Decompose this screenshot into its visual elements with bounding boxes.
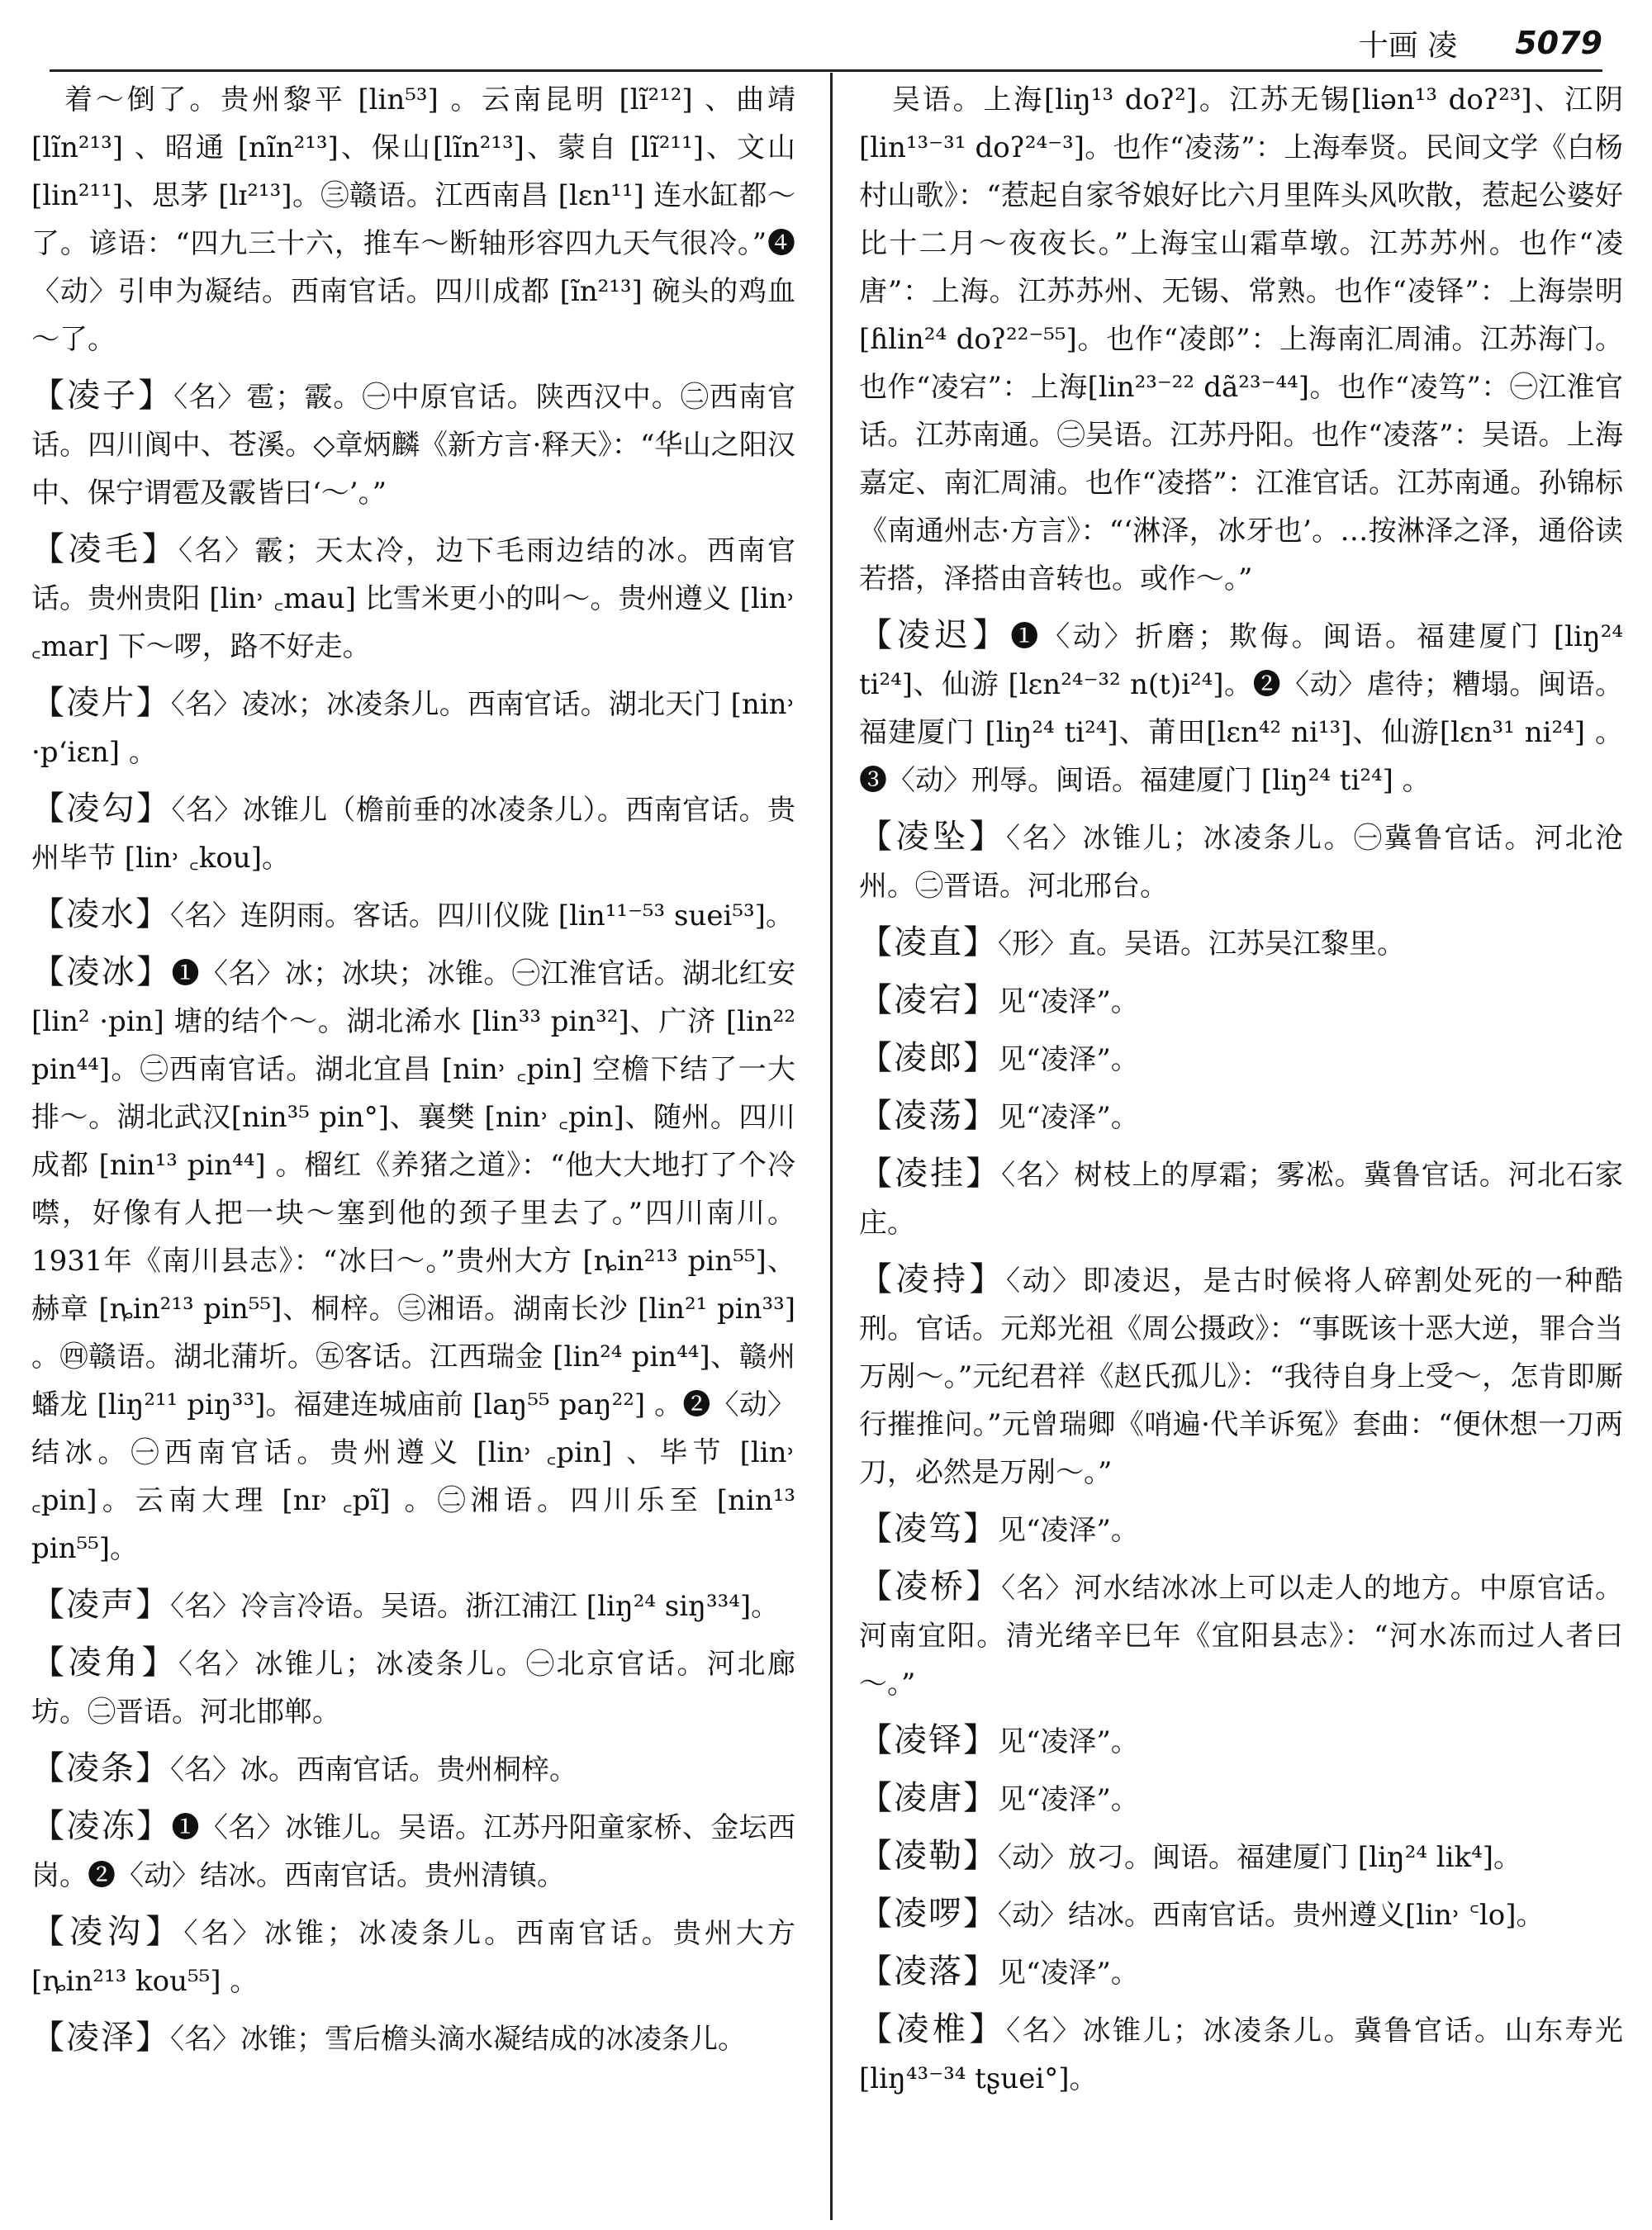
dictionary-entry [859,1150,1623,1247]
entry-headword: 【凌冰】 [31,953,172,991]
entry-headword: 【凌迟】 [859,616,1011,654]
dictionary-entry [859,1774,1623,1824]
entry-definition: 〈名〉冰锥儿；冰凌条儿。冀鲁官话。山东寿光 [liŋ⁴³⁻³⁴ tʂuei°]。 [859,2014,1623,2095]
entry-definition: ❶〈名〉冰锥儿。吴语。江苏丹阳童家桥、金坛西岗。❷〈动〉结冰。西南官话。贵州清镇。 [31,1811,795,1892]
entry-definition: 〈名〉雹；霰。㊀中原官话。陕西汉中。㊁西南官话。四川阆中、苍溪。◇章炳麟《新方言·释天》：“华山之阳汉中、保宁谓雹及霰皆曰‘～’。” [31,381,795,510]
entry-definition: 〈名〉树枝上的厚霜；雾凇。冀鲁官话。河北石家庄。 [859,1159,1623,1240]
entry-headword: 【凌持】 [859,1260,1006,1298]
entry-definition: 〈动〉即凌迟，是古时候将人碎割处死的一种酷刑。官话。元郑光祖《周公摄政》：“事既该十恶大逆，罪合当万剐～。”元纪君祥《赵氏孤儿》：“我待自身上受～，怎肯即厮行摧推问。”元曾瑞卿《哨遍·代羊诉冤》套曲：“便休想一刀两刀，必然是万剐～。” [859,1264,1623,1489]
left-column [31,76,795,2215]
dictionary-entry [31,1908,795,2005]
section-title: 十画 凌 [1358,28,1458,63]
dictionary-entry [859,976,1623,1026]
dictionary-entry [859,1092,1623,1141]
entry-headword: 【凌勒】 [859,1837,998,1875]
entry-definition: 〈形〉直。吴语。江苏吴江黎里。 [998,928,1405,961]
entry-headword: 【凌唐】 [859,1779,998,1817]
entry-headword: 【凌笃】 [859,1510,998,1548]
entry-definition: 〈名〉冰。西南官话。贵州桐梓。 [170,1753,577,1786]
dictionary-entry [31,679,795,776]
entry-list [859,611,1623,2103]
running-header [50,18,1602,68]
dictionary-entry [859,1948,1623,1997]
dictionary-entry [859,1255,1623,1497]
entry-headword: 【凌片】 [31,684,171,722]
entry-headword: 【凌落】 [859,1952,998,1990]
entry-headword: 【凌啰】 [859,1895,998,1933]
entry-headword: 【凌水】 [31,895,170,933]
dictionary-entry [859,1832,1623,1881]
entry-headword: 【凌声】 [31,1586,170,1624]
entry-list [31,372,795,2063]
column-divider [830,73,833,2220]
dictionary-entry [31,948,795,1573]
entry-headword: 【凌子】 [31,377,174,415]
entry-definition: 〈动〉放刁。闽语。福建厦门 [liŋ²⁴ lik⁴]。 [998,1841,1522,1874]
entry-headword: 【凌铎】 [859,1721,998,1759]
dictionary-entry [859,1716,1623,1766]
entry-definition: 〈名〉冰锥；冰凌条儿。西南官话。贵州大方 [ȵin²¹³ kou⁵⁵] 。 [31,1917,795,1998]
continuation-text: 吴语。上海[liŋ¹³ doʔ²]。江苏无锡[liən¹³ doʔ²³]、江阴[lin¹³⁻³¹ doʔ²⁴⁻³]。也作“凌荡”：上海奉贤。民间文学《白杨村山歌》：“惹起自家爷娘好比六月里阵头风吹散，惹起公婆好比十二月～夜夜长。”上海宝山霜草墩。江苏苏州。也作“凌唐”：上海。江苏苏州、无锡、常熟。也作“凌铎”：上海崇明 [ɦlin²⁴ doʔ²²⁻⁵⁵]。也作“凌郎”：上海南汇周浦。江苏海门。也作“凌宕”：上海[lin²³⁻²² dã²³⁻⁴⁴]。也作“凌笃”：㊀江淮官话。江苏南通。㊁吴语。江苏丹阳。也作“凌落”：吴语。上海嘉定、南汇周浦。也作“凌搭”：江淮官话。江苏南通。孙锦标《南通州志·方言》：“‘淋泽，冰牙也’。…按淋泽之泽，通俗读若搭，泽搭由音转也。或作～。” [859,83,1623,595]
dictionary-entry [859,1505,1623,1554]
dictionary-entry [31,2014,795,2063]
entry-definition: 〈名〉冰锥儿；冰凌条儿。㊀北京官话。河北廊坊。㊁晋语。河北邯郸。 [31,1648,795,1729]
entry-definition: 见“凌泽”。 [998,1043,1139,1076]
dictionary-entry [31,1581,795,1630]
entry-headword: 【凌宕】 [859,981,998,1019]
entry-headword: 【凌郎】 [859,1039,998,1077]
entry-definition: 〈名〉冷言冷语。吴语。浙江浦江 [liŋ²⁴ siŋ³³⁴]。 [170,1590,780,1623]
dictionary-entry [31,1639,795,1736]
dictionary-entry [859,611,1623,804]
entry-definition: 见“凌泽”。 [998,985,1139,1018]
entry-headword: 【凌角】 [31,1644,178,1682]
entry-headword: 【凌挂】 [859,1155,1002,1193]
dictionary-entry [31,525,795,671]
dictionary-entry [859,813,1623,910]
dictionary-entry [31,372,795,517]
dictionary-entry [31,890,795,940]
entry-definition: 〈名〉冰锥儿（檐前垂的冰凌条儿）。西南官话。贵州毕节 [lin˒ ꜀kou]。 [31,794,795,875]
entry-definition: 〈名〉霰；天太冷，边下毛雨边结的冰。西南官话。贵州贵阳 [lin˒ ꜀mau] 比雪米更小的叫～。贵州遵义 [lin˒ ꜀mar] 下～啰，路不好走。 [31,534,795,663]
entry-definition: 见“凌泽”。 [998,1101,1139,1134]
entry-headword: 【凌椎】 [859,2010,1006,2048]
entry-definition: 见“凌泽”。 [998,1957,1139,1990]
dictionary-entry [859,1034,1623,1084]
dictionary-entry [859,2005,1623,2103]
dictionary-entry [859,1890,1623,1939]
dictionary-entry [31,1802,795,1900]
entry-headword: 【凌泽】 [31,2019,170,2057]
dictionary-entry [31,1744,795,1794]
page-number: 5079 [1515,25,1602,61]
right-column [859,76,1623,2215]
header-rule [50,69,1602,72]
entry-headword: 【凌条】 [31,1749,170,1787]
entry-headword: 【凌勾】 [31,790,172,828]
entry-definition: 见“凌泽”。 [998,1783,1139,1816]
entry-definition: 见“凌泽”。 [998,1514,1139,1547]
entry-definition: ❶〈名〉冰；冰块；冰锥。㊀江淮官话。湖北红安 [lin² ·pin] 塘的结个～。湖北浠水 [lin³³ pin³²]、广济 [lin²² pin⁴⁴]。㊁西南官话。湖北宜昌 [nin˒ ꜀pin] 空檐下结了一大排～。湖北武汉[nin³⁵ pin°]、襄樊 [nin˒ ꜀pin]、随州。四川成都 [nin¹³ pin⁴⁴] 。榴红《养猪之道》：“他大大地打了个冷噤，好像有人把一块～塞到他的颈子里去了。”四川南川。1931年《南川县志》：“冰曰～。”贵州大方 [ȵin²¹³ pin⁵⁵]、赫章 [ȵin²¹³ pin⁵⁵]、桐梓。㊂湘语。湖南长沙 [lin²¹ pin³³] 。㊃赣语。湖北蒲圻。㊄客话。江西瑞金 [lin²⁴ pin⁴⁴]、赣州蟠龙 [liŋ²¹¹ piŋ³³]。福建连城庙前 [laŋ⁵⁵ paŋ²²] 。❷〈动〉结冰。㊀西南官话。贵州遵义 [lin˒ ꜀pin] 、毕节 [lin˒ ꜀pin]。云南大理 [nɪ˒ ꜀pĩ] 。㊁湘语。四川乐至 [nin¹³ pin⁵⁵]。 [31,957,795,1565]
entry-headword: 【凌沟】 [31,1913,184,1951]
entry-definition: 〈名〉冰锥；雪后檐头滴水凝结成的冰凌条儿。 [170,2023,746,2056]
dictionary-entry [859,1563,1623,1708]
entry-definition: ❶〈动〉折磨；欺侮。闽语。福建厦门 [liŋ²⁴ ti²⁴]、仙游 [lɛn²⁴⁻³² n(t)i²⁴]。❷〈动〉虐待；糟塌。闽语。福建厦门 [liŋ²⁴ ti²⁴]、莆田[lɛn⁴² ni¹³]、仙游[lɛn³¹ ni²⁴] 。❸〈动〉刑辱。闽语。福建厦门 [liŋ²⁴ ti²⁴] 。 [859,620,1623,797]
entry-headword: 【凌冻】 [31,1807,172,1845]
entry-headword: 【凌桥】 [859,1568,1002,1606]
entry-definition: 〈名〉连阴雨。客话。四川仪陇 [lin¹¹⁻⁵³ suei⁵³]。 [170,899,794,932]
entry-definition: 〈动〉结冰。西南官话。贵州遵义[lin˒ ꜂lo]。 [998,1899,1545,1932]
dictionary-entry [859,918,1623,968]
entry-definition: 〈名〉冰锥儿；冰凌条儿。㊀冀鲁官话。河北沧州。㊁晋语。河北邢台。 [859,822,1623,903]
entry-headword: 【凌直】 [859,923,998,961]
entry-definition: 见“凌泽”。 [998,1725,1139,1758]
entry-headword: 【凌毛】 [31,530,178,568]
entry-headword: 【凌荡】 [859,1097,998,1135]
entry-definition: 〈名〉河水结冰冰上可以走人的地方。中原官话。河南宜阳。清光绪辛巳年《宜阳县志》：“河水冻而过人者曰～。” [859,1572,1623,1701]
continuation-text: 着～倒了。贵州黎平 [lin⁵³] 。云南昆明 [lĩ²¹²] 、曲靖 [lĩn²¹³] 、昭通 [nĩn²¹³]、保山[lĩn²¹³]、蒙自 [lĩ²¹¹]、文山 [lin²¹¹]、思茅 [lɪ²¹³]。㊂赣语。江西南昌 [lɛn¹¹] 连水缸都～了。谚语：“四九三十六，推车～断轴形容四九天气很冷。”❹〈动〉引申为凝结。西南官话。四川成都 [ĩn²¹³] 碗头的鸡血～了。 [31,83,795,356]
entry-headword: 【凌坠】 [859,818,1006,856]
dictionary-entry [31,785,795,882]
entry-definition: 〈名〉凌冰；冰凌条儿。西南官话。湖北天门 [nin˒ ·pʻiɛn] 。 [31,688,795,769]
